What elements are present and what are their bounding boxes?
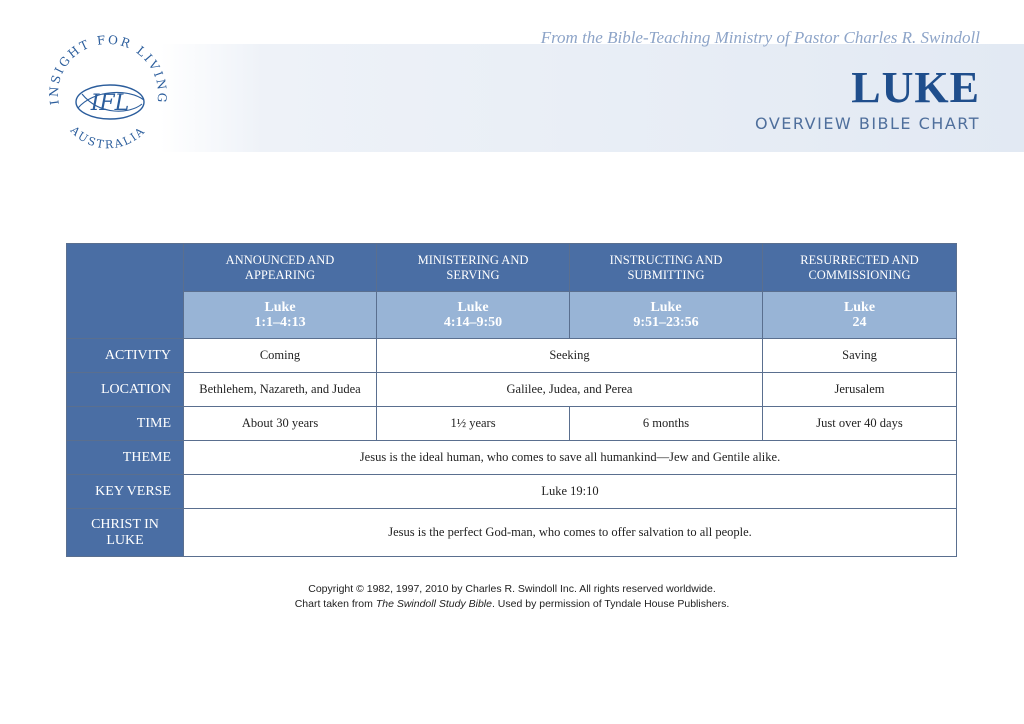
section-heading: MINISTERING AND SERVING — [377, 244, 570, 292]
row-label-theme: THEME — [67, 441, 184, 475]
section-heading: ANNOUNCED AND APPEARING — [184, 244, 377, 292]
row-label-time: TIME — [67, 407, 184, 441]
insight-for-living-logo — [38, 30, 178, 170]
scripture-reference-row — [67, 292, 957, 339]
svg-text:IFL: IFL — [90, 91, 130, 116]
scripture-reference: Luke 9:51–23:56 — [570, 292, 763, 339]
book-title: LUKE — [851, 63, 980, 112]
time-cell: 6 months — [570, 407, 763, 441]
logo-bottom-text: AUSTRALIA — [67, 123, 149, 152]
section-heading-row — [67, 244, 957, 292]
study-bible-title: The Swindoll Study Bible — [375, 598, 492, 610]
section-heading: RESURRECTED AND COMMISSIONING — [763, 244, 957, 292]
section-heading: INSTRUCTING AND SUBMITTING — [570, 244, 763, 292]
location-cell: Bethlehem, Nazareth, and Judea — [184, 373, 377, 407]
copyright-notice — [0, 582, 1024, 612]
location-cell: Jerusalem — [763, 373, 957, 407]
row-label-key-verse: KEY VERSE — [67, 475, 184, 509]
time-cell: About 30 years — [184, 407, 377, 441]
chart-subtitle: OVERVIEW BIBLE CHART — [755, 114, 980, 133]
theme-cell: Jesus is the ideal human, who comes to save all humankind—Jew and Gentile alike. — [184, 441, 957, 475]
attribution-line: Chart taken from The Swindoll Study Bible. Used by permission of Tyndale House Publishers. — [294, 598, 730, 610]
activity-cell: Saving — [763, 339, 957, 373]
table-corner — [67, 244, 184, 339]
row-label-christ-in-luke: CHRIST IN LUKE — [67, 509, 184, 557]
copyright-line: Copyright © 1982, 1997, 2010 by Charles R. Swindoll Inc. All rights reserved worldwide. — [308, 583, 716, 595]
scripture-reference: Luke 24 — [763, 292, 957, 339]
scripture-reference: Luke 4:14–9:50 — [377, 292, 570, 339]
activity-cell: Coming — [184, 339, 377, 373]
overview-chart-table — [66, 243, 957, 557]
activity-row — [67, 339, 957, 373]
theme-row — [67, 441, 957, 475]
time-cell: Just over 40 days — [763, 407, 957, 441]
activity-cell: Seeking — [377, 339, 763, 373]
location-cell: Galilee, Judea, and Perea — [377, 373, 763, 407]
ministry-tagline: From the Bible-Teaching Ministry of Pastor Charles R. Swindoll — [540, 28, 980, 47]
location-row — [67, 373, 957, 407]
row-label-location: LOCATION — [67, 373, 184, 407]
row-label-activity: ACTIVITY — [67, 339, 184, 373]
christ-in-luke-cell: Jesus is the perfect God-man, who comes to offer salvation to all people. — [184, 509, 957, 557]
logo-top-text: INSIGHT FOR LIVING — [46, 32, 170, 106]
christ-in-luke-row — [67, 509, 957, 557]
key-verse-row — [67, 475, 957, 509]
scripture-reference: Luke 1:1–4:13 — [184, 292, 377, 339]
time-row — [67, 407, 957, 441]
time-cell: 1½ years — [377, 407, 570, 441]
svg-text:AUSTRALIA — [67, 123, 148, 151]
logo-monogram-icon — [76, 85, 144, 119]
key-verse-cell: Luke 19:10 — [184, 475, 957, 509]
